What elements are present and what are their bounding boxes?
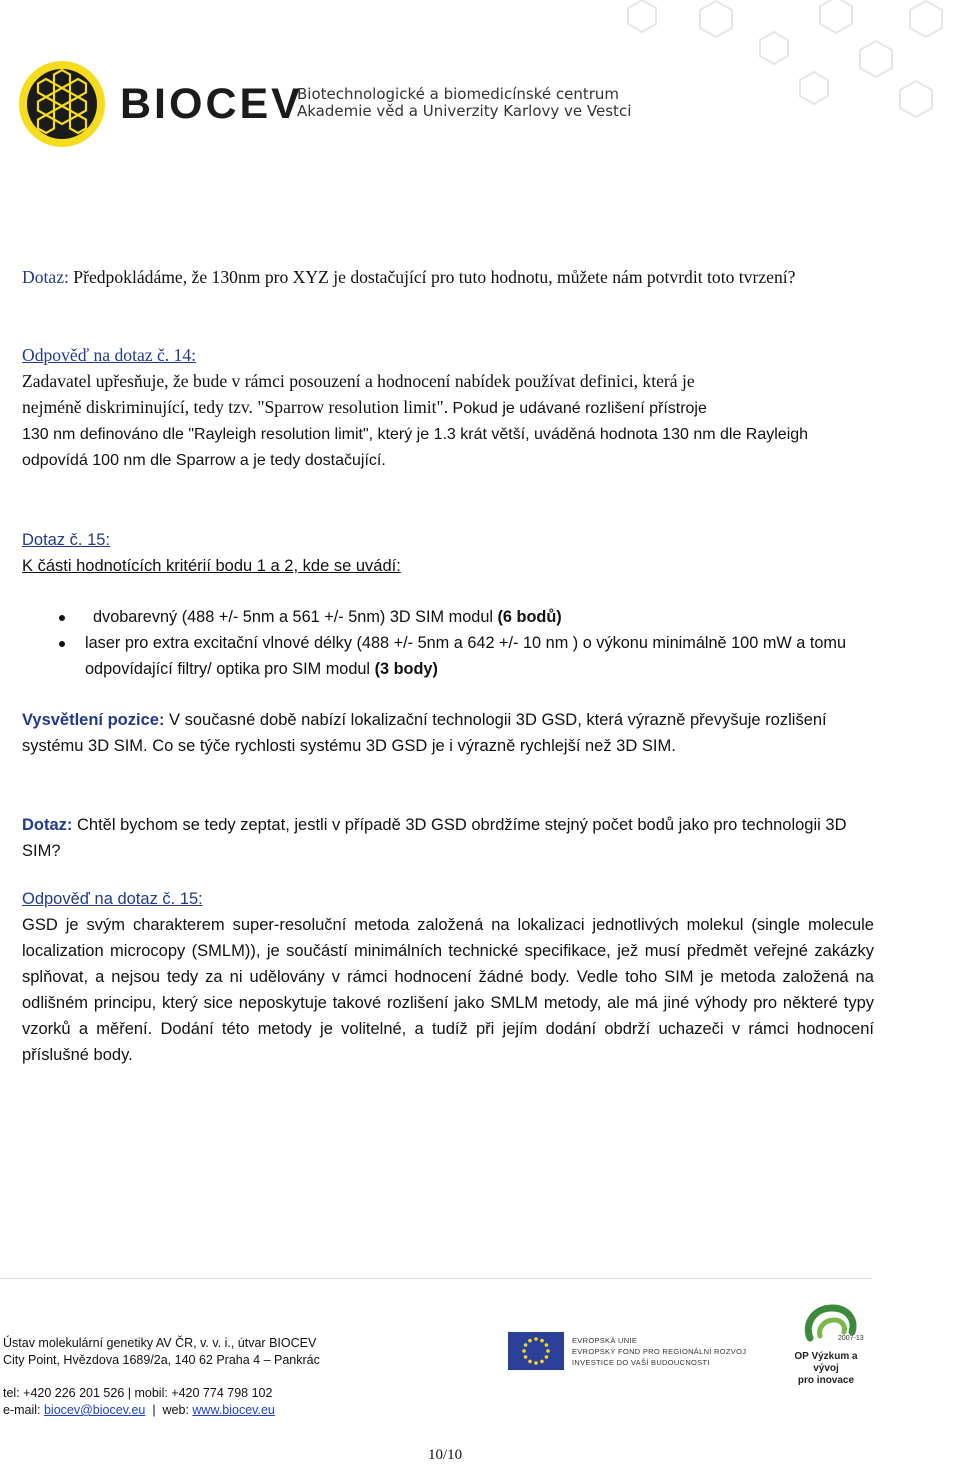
brand-name: BIOCEV	[120, 80, 303, 128]
eu-line3: INVESTICE DO VAŠÍ BUDOUCNOSTI	[572, 1358, 710, 1367]
footer-web-sep: | web:	[145, 1403, 193, 1417]
bullet-dot-icon	[59, 615, 65, 621]
email-link[interactable]: biocev@biocev.eu	[43, 1403, 146, 1417]
brand-subtitle	[297, 86, 631, 120]
eu-fund-text	[572, 1335, 746, 1368]
list-item	[22, 630, 874, 682]
bullet2-text: laser pro extra excitační vlnové délky (488 +/- 5nm a 642 +/- 10 nm ) o výkonu minimálně 100 mW a tomu odpovídající filtry/ optika pro SIM modul	[85, 634, 847, 678]
bullet-dot-icon	[59, 641, 65, 647]
q14-answer-body	[22, 368, 874, 474]
q14-dotaz-label: Dotaz:	[22, 267, 69, 287]
q14-answer-line2	[22, 394, 874, 422]
op-years: 2007-13	[838, 1335, 864, 1342]
q15-answer-text: GSD je svým charakterem super-resoluční metoda založená na lokalizaci jednotlivých molekul (single molecule localization microcopy (SMLM)), je součástí minimálních technické specifikace, jež musí předmět veřejné zakázky splňovat, a nejsou tedy za ni udělovány v rámci hodnocení žádné body. Vedle toho SIM je metoda založená na odlišném principu, který sice neposkytuje takové rozlišení jako SMLM metody, ale má jiné výhody pro některé typy vzorků a měření. Dodání této metody je volitelné, a tudíž při jejím dodání obdrží uchazeči v rámci hodnocení příslušné body.	[22, 916, 874, 1064]
biocev-logo-icon	[18, 60, 106, 148]
q15-intro: K části hodnotících kritérií bodu 1 a 2, kde se uvádí:	[22, 557, 401, 575]
footer-email-label: e-mail:	[3, 1403, 44, 1417]
eu-line2: EVROPSKÝ FOND PRO REGIONÁLNÍ ROZVOJ	[572, 1347, 747, 1356]
op-line1: OP Výzkum a vývoj	[794, 1351, 858, 1374]
q14-answer-line2a: nejméně diskriminující, tedy tzv. "Sparrow resolution limit".	[22, 397, 453, 417]
footer-divider	[0, 1278, 872, 1279]
q14-answer-rest: 130 nm definováno dle "Rayleigh resolution limit", který je 1.3 krát větší, uváděná hodnota 130 nm dle Rayleigh odpovídá 100 nm dle Sparrow a je tedy dostačující.	[22, 426, 809, 469]
q15-dotaz	[22, 812, 874, 864]
q15-dotaz-label: Dotaz:	[22, 816, 73, 834]
q15-answer-heading: Odpověď na dotaz č. 15:	[22, 890, 203, 908]
list-item	[22, 604, 874, 630]
bullet2-points: (3 body)	[374, 660, 438, 678]
q15-vysvetleni-text: V současné době nabízí lokalizační technologii 3D GSD, která výrazně převyšuje rozlišení systému 3D SIM. Co se týče rychlosti systému 3D GSD je i výrazně rychlejší než 3D SIM.	[22, 711, 827, 755]
q15-heading: Dotaz č. 15:	[22, 531, 111, 549]
q15-vysvetleni	[22, 707, 874, 759]
bullet1-points: (6 bodů)	[497, 608, 562, 626]
footer-address: City Point, Hvězdova 1689/2a, 140 62 Praha 4 – Pankrác	[3, 1353, 320, 1367]
brand-subtitle-line2: Akademie věd a Univerzity Karlovy ve Vestci	[297, 102, 632, 120]
q15-criteria-list	[22, 604, 874, 682]
footer-org: Ústav molekulární genetiky AV ČR, v. v. i., útvar BIOCEV	[3, 1336, 317, 1350]
eu-flag-icon	[508, 1332, 564, 1370]
q14-dotaz-text: Předpokládáme, že 130nm pro XYZ je dostačující pro tuto hodnotu, můžete nám potvrdit toto tvrzení?	[68, 267, 796, 287]
q14-answer-line1: Zadavatel upřesňuje, že bude v rámci posouzení a hodnocení nabídek používat definici, která je	[22, 371, 695, 391]
q15-dotaz-text: Chtěl bychom se tedy zeptat, jestli v případě 3D GSD obrdžíme stejný počet bodů jako pro technologii 3D SIM?	[22, 816, 847, 860]
footer-contacts	[3, 1402, 275, 1419]
web-link[interactable]: www.biocev.eu	[192, 1403, 275, 1417]
eu-line1: EVROPSKÁ UNIE	[572, 1336, 638, 1345]
footer-phone: tel: +420 226 201 526 | mobil: +420 774 798 102	[3, 1386, 273, 1400]
page-number: 10/10	[428, 1447, 463, 1463]
q14-answer-heading: Odpověď na dotaz č. 14:	[22, 345, 197, 365]
bullet1-text: dvobarevný (488 +/- 5nm a 561 +/- 5nm) 3D SIM modul	[93, 608, 498, 626]
q15-vysvetleni-label: Vysvětlení pozice:	[22, 711, 165, 729]
op-program-name	[782, 1351, 870, 1387]
op-line2: pro inovace	[797, 1375, 855, 1386]
brand-subtitle-line1: Biotechnologické a biomedicínské centrum	[297, 85, 620, 103]
q14-answer-line2b: Pokud je udávané rozlišení přístroje	[452, 400, 707, 417]
q14-dotaz	[22, 264, 874, 290]
